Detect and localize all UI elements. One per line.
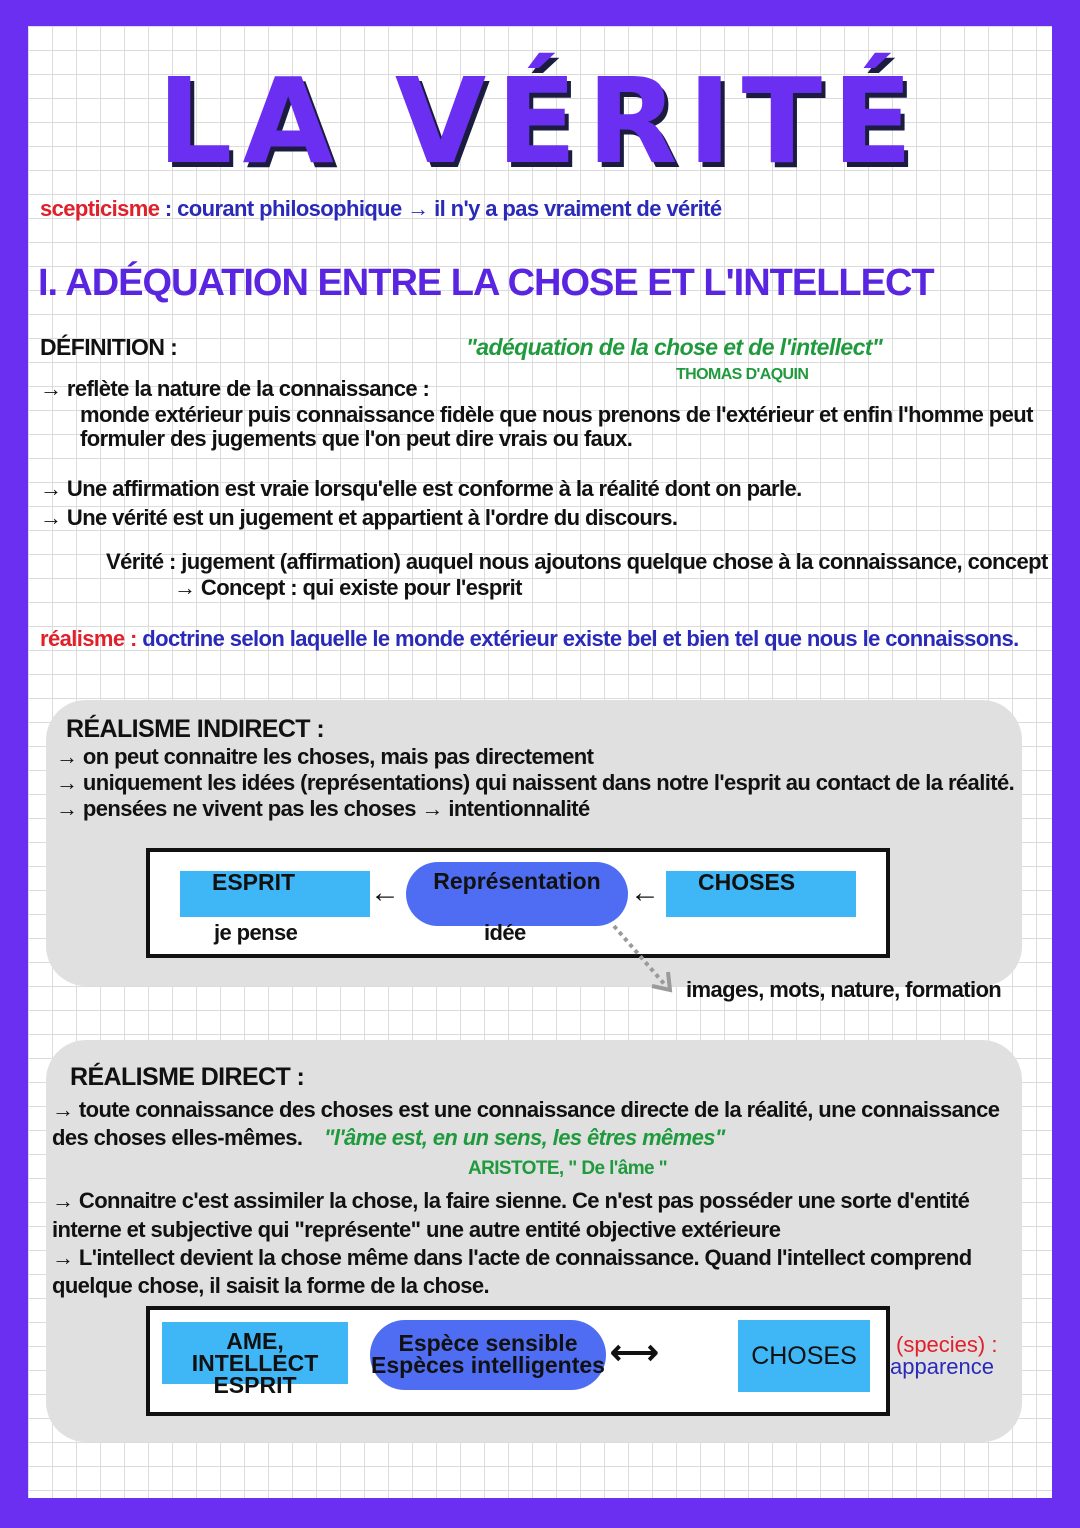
direct-line-3: → Connaitre c'est assimiler la chose, la faire sienne. Ce n'est pas posséder une sorte d'entité xyxy=(52,1188,970,1213)
scepticisme-line xyxy=(40,196,722,222)
direct-line-2: des choses elles-mêmes. xyxy=(52,1125,303,1150)
scepticisme-def1: courant philosophique xyxy=(177,196,402,221)
reflect-detail-1: monde extérieur puis connaissance fidèle que nous prenons de l'extérieur et enfin l'homme peut xyxy=(80,402,1033,427)
espece-pill xyxy=(370,1320,606,1390)
indirect-line-3: → pensées ne vivent pas les choses → intentionnalité xyxy=(56,796,590,821)
arrow-left-icon: ← xyxy=(370,876,400,909)
page-title: LA VÉRITÉ xyxy=(157,52,923,190)
arrow-left-icon-2: ← xyxy=(630,876,660,909)
indirect-note: images, mots, nature, formation xyxy=(686,977,1002,1002)
je-pense-label: je pense xyxy=(214,920,298,945)
indirect-heading: RÉALISME INDIRECT : xyxy=(66,715,325,743)
dotted-arrow-icon xyxy=(608,922,688,1002)
ame-line-2: ESPRIT xyxy=(213,1372,297,1398)
reflect-detail-2: formuler des jugements que l'on peut dire vrais ou faux. xyxy=(80,426,633,451)
note-sheet xyxy=(28,26,1052,1498)
scepticisme-sep: : xyxy=(159,196,178,221)
indirect-line-2: → uniquement les idées (représentations) qui naissent dans notre l'esprit au contact de la réalité. xyxy=(56,770,1015,795)
species-label: (species) : xyxy=(896,1332,998,1357)
verite-line: Vérité : jugement (affirmation) auquel nous ajoutons quelque chose à la connaissance, concept xyxy=(106,549,1048,574)
point-2: → Une vérité est un jugement et appartient à l'ordre du discours. xyxy=(40,505,678,530)
direct-line-4: interne et subjective qui "représente" une autre entité objective extérieure xyxy=(52,1217,781,1242)
direct-line-6: quelque chose, il saisit la forme de la chose. xyxy=(52,1273,490,1298)
apparence-label: apparence xyxy=(890,1354,994,1379)
realisme-def: doctrine selon laquelle le monde extérieur existe bel et bien tel que nous le connaissons. xyxy=(142,626,1019,651)
scepticisme-term: scepticisme xyxy=(40,196,160,221)
direct-line-5: → L'intellect devient la chose même dans l'acte de connaissance. Quand l'intellect comprend xyxy=(52,1245,972,1270)
concept-line: → Concept : qui existe pour l'esprit xyxy=(174,575,522,600)
choses-block: CHOSES xyxy=(666,871,856,917)
realisme-sep: : xyxy=(124,626,143,651)
section-heading: I. ADÉQUATION ENTRE LA CHOSE ET L'INTELLECT xyxy=(38,262,934,304)
representation-pill: Représentation xyxy=(406,862,628,926)
realisme-term: réalisme xyxy=(40,626,125,651)
direct-heading: RÉALISME DIRECT : xyxy=(70,1063,305,1091)
espece-line-1: Espèce sensible xyxy=(398,1330,578,1356)
double-arrow-icon: ⟷ xyxy=(610,1334,659,1372)
reflect-line: → reflète la nature de la connaissance : xyxy=(40,376,430,401)
aquin-author: THOMAS D'AQUIN xyxy=(676,366,809,383)
aristote-author: ARISTOTE, " De l'âme " xyxy=(468,1158,668,1179)
ame-line-1: AME, INTELLECT xyxy=(191,1328,319,1376)
scepticisme-arrow: → xyxy=(401,196,435,221)
aquin-quote: "adéquation de la chose et de l'intellect" xyxy=(466,334,883,360)
direct-line-1: → toute connaissance des choses est une connaissance directe de la réalité, une connaissance xyxy=(52,1097,1000,1122)
definition-label: DÉFINITION : xyxy=(40,334,178,360)
esprit-block: ESPRIT xyxy=(180,871,370,917)
ame-block xyxy=(162,1322,348,1398)
aristote-quote: "l'âme est, en un sens, les êtres mêmes" xyxy=(324,1125,725,1150)
scepticisme-def2: il n'y a pas vraiment de vérité xyxy=(434,196,722,221)
indirect-line-1: → on peut connaitre les choses, mais pas directement xyxy=(56,744,594,769)
point-1: → Une affirmation est vraie lorsqu'elle est conforme à la réalité dont on parle. xyxy=(40,476,802,501)
realisme-line xyxy=(40,626,1019,652)
idee-label: idée xyxy=(484,920,526,945)
choses-block-direct: CHOSES xyxy=(738,1320,870,1392)
espece-line-2: Espèces intelligentes xyxy=(371,1352,605,1378)
